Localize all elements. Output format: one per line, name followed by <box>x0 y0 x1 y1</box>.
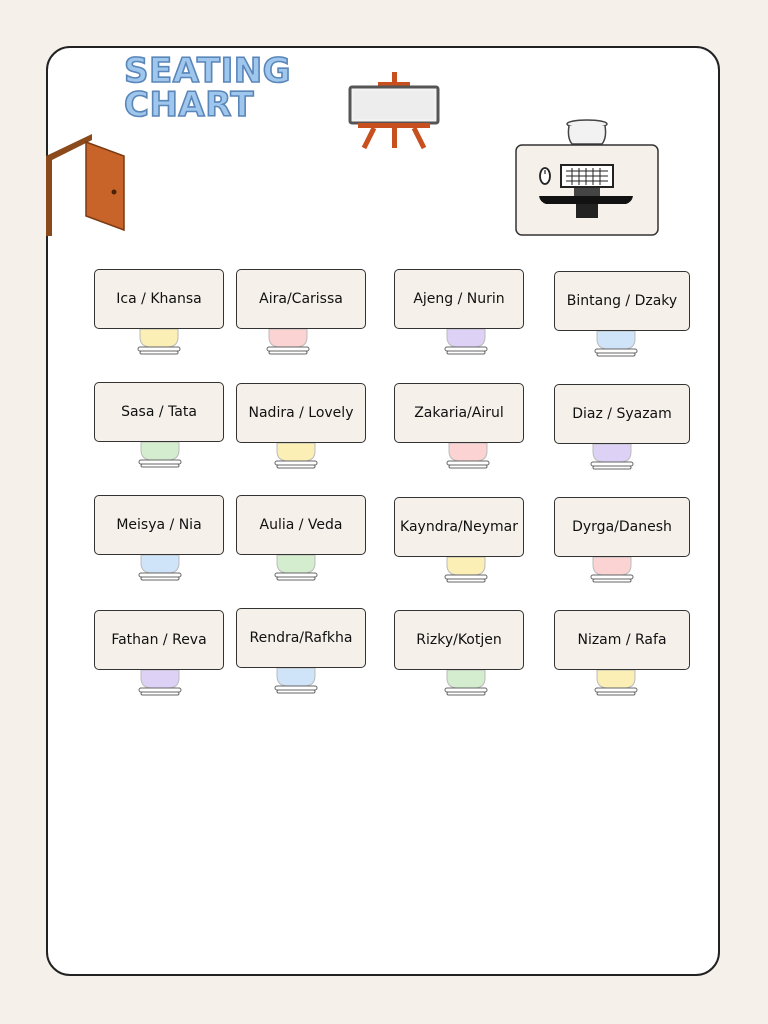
desk-label: Ajeng / Nurin <box>394 269 524 329</box>
desk-label: Nadira / Lovely <box>236 383 366 443</box>
desk-label: Diaz / Syazam <box>554 384 690 444</box>
desk-label: Aira/Carissa <box>236 269 366 329</box>
desk-label: Meisya / Nia <box>94 495 224 555</box>
desk-9[interactable] <box>94 495 224 583</box>
desk-8[interactable] <box>554 384 690 472</box>
desk-12[interactable] <box>554 497 690 585</box>
desk-3[interactable] <box>394 269 524 357</box>
chair-icon <box>266 327 310 355</box>
chair-icon <box>590 555 634 583</box>
chair-icon <box>274 553 318 581</box>
title-line-2: CHART <box>124 85 255 125</box>
chair-icon <box>446 441 490 469</box>
desk-2[interactable] <box>236 269 366 357</box>
desk-label: Bintang / Dzaky <box>554 271 690 331</box>
desk-label: Aulia / Veda <box>236 495 366 555</box>
desk-label: Zakaria/Airul <box>394 383 524 443</box>
desk-14[interactable] <box>236 608 366 696</box>
desk-4[interactable] <box>554 271 690 359</box>
desk-16[interactable] <box>554 610 690 698</box>
desk-label: Rizky/Kotjen <box>394 610 524 670</box>
desk-7[interactable] <box>394 383 524 471</box>
desk-13[interactable] <box>94 610 224 698</box>
whiteboard-easel-icon <box>348 70 440 154</box>
teacher-computer-desk-icon <box>514 118 660 242</box>
desk-5[interactable] <box>94 382 224 470</box>
desk-1[interactable] <box>94 269 224 357</box>
desk-label: Kayndra/Neymar <box>394 497 524 557</box>
chair-icon <box>444 555 488 583</box>
desk-6[interactable] <box>236 383 366 471</box>
desk-label: Rendra/Rafkha <box>236 608 366 668</box>
chair-icon <box>138 553 182 581</box>
desk-label: Fathan / Reva <box>94 610 224 670</box>
desk-10[interactable] <box>236 495 366 583</box>
desk-11[interactable] <box>394 497 524 585</box>
chair-icon <box>138 440 182 468</box>
desk-label: Ica / Khansa <box>94 269 224 329</box>
desk-15[interactable] <box>394 610 524 698</box>
title-line-1: SEATING <box>124 51 292 91</box>
page-title <box>124 51 292 125</box>
door-icon <box>44 130 128 242</box>
chair-icon <box>137 327 181 355</box>
desk-label: Dyrga/Danesh <box>554 497 690 557</box>
chair-icon <box>274 666 318 694</box>
chair-icon <box>594 329 638 357</box>
chair-icon <box>444 327 488 355</box>
chair-icon <box>444 668 488 696</box>
desk-label: Sasa / Tata <box>94 382 224 442</box>
chair-icon <box>138 668 182 696</box>
chair-icon <box>274 441 318 469</box>
chair-icon <box>594 668 638 696</box>
desk-label: Nizam / Rafa <box>554 610 690 670</box>
chair-icon <box>590 442 634 470</box>
